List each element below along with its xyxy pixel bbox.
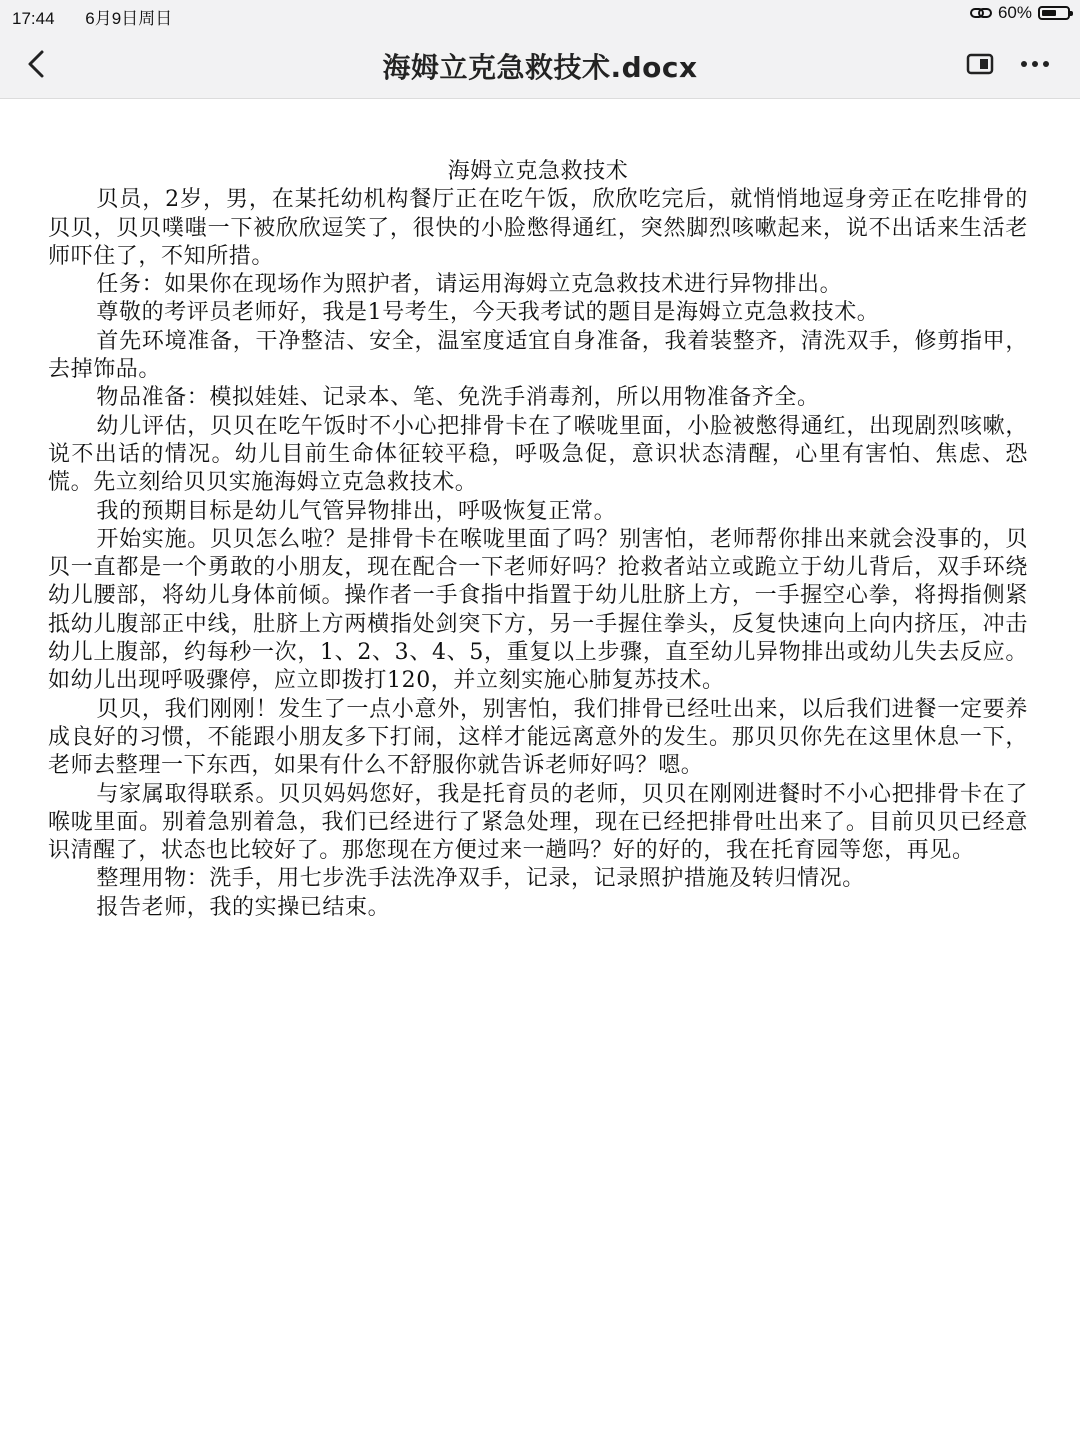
paragraph-goal: 我的预期目标是幼儿气管异物排出，呼吸恢复正常。: [96, 498, 617, 524]
status-time: 17:44: [12, 9, 55, 28]
paragraph-comfort: 贝贝，我们刚刚！发生了一点小意外，别害怕，我们排骨已经吐出来，以后我们进餐一定要养成良好的习惯，不能跟小朋友多下打闹，这样才能远离意外的发生。那贝贝你先在这里休息一下，老师去整理一下东西，如果有什么不舒服你就告诉老师好吗？嗯。: [48, 696, 1028, 779]
paragraph-cleanup: 整理用物：洗手，用七步洗手法洗净双手，记录，记录照护措施及转归情况。: [96, 866, 865, 892]
nav-bar: [0, 30, 1080, 99]
more-options-button[interactable]: [1018, 52, 1052, 76]
battery-icon: [1038, 6, 1070, 20]
paragraph-task: 任务：如果你在现场作为照护者，请运用海姆立克急救技术进行异物排出。: [96, 272, 843, 298]
more-icon: [1018, 52, 1052, 76]
paragraph-family-contact: 与家属取得联系。贝贝妈妈您好，我是托育员的老师，贝贝在刚刚进餐时不小心把排骨卡在了喉咙里面。别着急别着急，我们已经进行了紧急处理，现在已经把排骨吐出来了。目前贝贝已经意识清醒了，状态也比较好了。那您现在方便过来一趟吗？好的好的，我在托育园等您，再见。: [48, 781, 1028, 864]
document-filename-title: 海姆立克急救技术.docx: [382, 51, 698, 84]
paragraph-scenario: 贝员，2岁，男，在某托幼机构餐厅正在吃午饭，欣欣吃完后，就悄悄地逗身旁正在吃排骨的贝贝，贝贝噗嗤一下被欣欣逗笑了，很快的小脸憋得通红，突然脚烈咳嗽起来，说不出话来生活老师吓住了，不知所措。: [48, 187, 1028, 269]
link-icon: [970, 6, 992, 20]
document-body: [48, 158, 1028, 922]
status-date: 6月9日周日: [85, 9, 173, 28]
status-left: [12, 4, 198, 29]
paragraph-environment: 首先环境准备，干净整洁、安全，温室度适宜自身准备，我着装整齐，清洗双手，修剪指甲，去掉饰品。: [48, 328, 1028, 383]
battery-fill: [1042, 10, 1056, 16]
paragraph-assessment: 幼儿评估，贝贝在吃午饭时不小心把排骨卡在了喉咙里面，小脸被憋得通红，出现剧烈咳嗽，说不出话的情况。幼儿目前生命体征较平稳，呼吸急促，意识状态清醒，心里有害怕、焦虑、恐慌。先立刻给贝贝实施海姆立克急救技术。: [48, 413, 1028, 496]
document-title: 海姆立克急救技术: [447, 159, 629, 184]
paragraph-report: 报告老师，我的实操已结束。: [96, 894, 391, 920]
reader-mode-button[interactable]: [966, 52, 994, 76]
battery-percent: 60%: [997, 3, 1032, 22]
paragraph-supplies: 物品准备：模拟娃娃、记录本、笔、免洗手消毒剂，所以用物准备齐全。: [96, 385, 820, 411]
paragraph-implementation: 开始实施。贝贝怎么啦？是排骨卡在喉咙里面了吗？别害怕，老师帮你排出来就会没事的，贝贝一直都是一个勇敢的小朋友，现在配合一下老师好吗？抢救者站立或跪立于幼儿背后，双手环绕幼儿腰部，将幼儿身体前倾。操作者一手食指中指置于幼儿肚脐上方，一手握空心拳，将拇指侧紧抵幼儿腹部正中线，肚脐上方两横指处剑突下方，另一手握住拳头，反复快速向上向内挤压，冲击幼儿上腹部，约每秒一次，1、2、3、4、5，重复以上步骤，直至幼儿异物排出或幼儿失去反应。如幼儿出现呼吸骤停，应立即拨打120，并立刻实施心肺复苏技术。: [48, 526, 1028, 694]
paragraph-greeting: 尊敬的考评员老师好，我是1号考生，今天我考试的题目是海姆立克急救技术。: [96, 300, 880, 326]
reader-mode-icon: [966, 52, 994, 76]
status-bar: [0, 0, 1080, 30]
status-right: [970, 3, 1070, 23]
